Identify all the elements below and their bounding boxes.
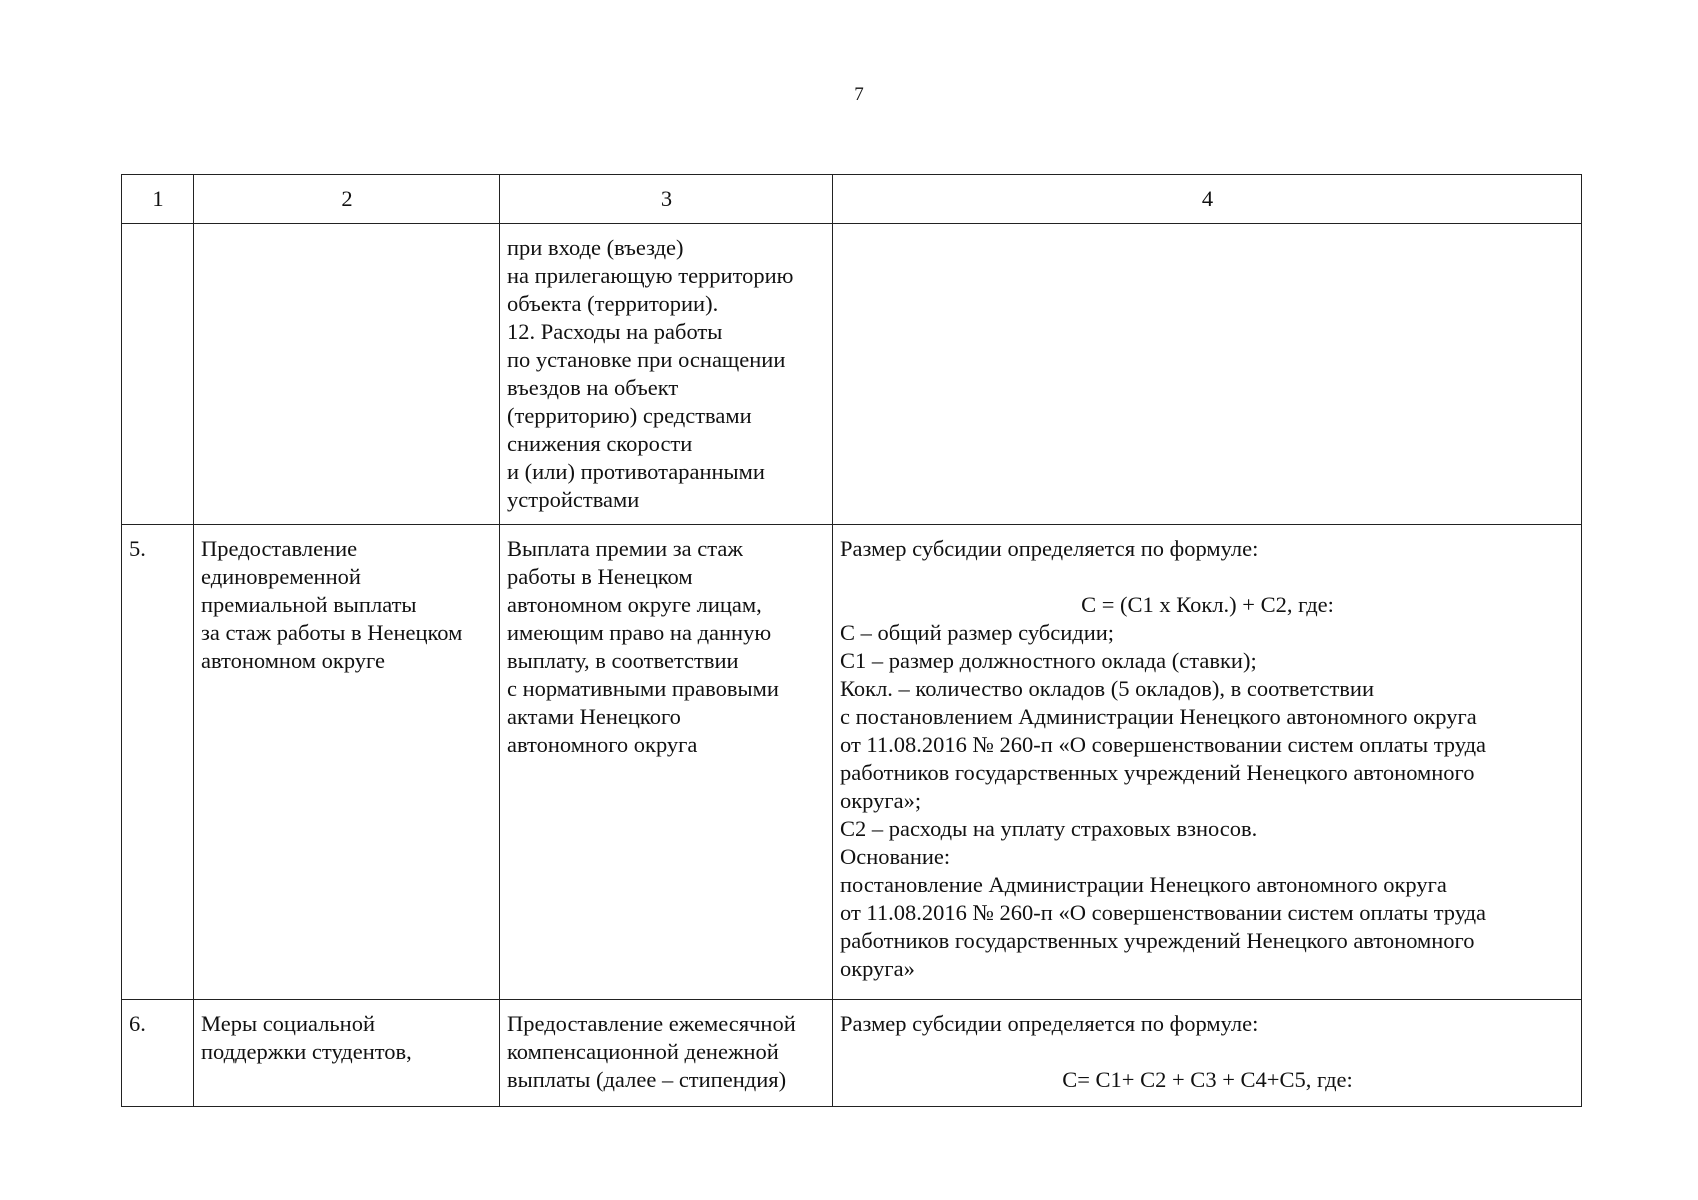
text-line: на прилегающую территорию	[507, 263, 794, 288]
cell-number	[122, 224, 194, 525]
text-line: въездов на объект	[507, 375, 679, 400]
header-col-1: 1	[122, 175, 194, 224]
table-row	[122, 224, 1582, 525]
text-line: за стаж работы в Ненецком	[201, 620, 463, 645]
text-line: Кокл. – количество окладов (5 окладов), в соответствии	[840, 676, 1375, 701]
text-line: и (или) противотаранными	[507, 459, 765, 484]
text-line: поддержки студентов,	[201, 1039, 412, 1064]
text-line: автономном округе	[201, 648, 385, 673]
text-line: премиальной выплаты	[201, 592, 417, 617]
text-line: С1 – размер должностного оклада (ставки);	[840, 648, 1257, 673]
formula-intro: Размер субсидии определяется по формуле:	[840, 1011, 1259, 1036]
text-line: работы в Ненецком	[507, 564, 693, 589]
cell-number: 5.	[122, 525, 194, 1000]
formula: С = (С1 х Кокл.) + С2, где:	[1081, 592, 1334, 617]
table-row	[122, 525, 1582, 1000]
text-line: выплату, в соответствии	[507, 648, 739, 673]
text-line: Предоставление	[201, 536, 358, 561]
text-line: Предоставление ежемесячной	[507, 1011, 796, 1036]
text-line: объекта (территории).	[507, 291, 719, 316]
cell-calculation	[833, 1000, 1582, 1107]
cell-measure	[194, 1000, 500, 1107]
text-line: работников государственных учреждений Ненецкого автономного	[840, 760, 1475, 785]
text-line: округа»;	[840, 788, 922, 813]
text-line: автономном округе лицам,	[507, 592, 762, 617]
text-line: единовременной	[201, 564, 361, 589]
text-line: по установке при оснащении	[507, 347, 786, 372]
text-line: округа»	[840, 956, 915, 981]
text-line: Основание:	[840, 844, 951, 869]
text-line: выплаты (далее – стипендия)	[507, 1067, 787, 1092]
text-line: работников государственных учреждений Ненецкого автономного	[840, 928, 1475, 953]
page-number: 7	[854, 84, 864, 105]
text-line: с постановлением Администрации Ненецкого автономного округа	[840, 704, 1477, 729]
header-row	[122, 175, 1582, 224]
cell-measure	[194, 525, 500, 1000]
formula: С= С1+ С2 + С3 + С4+С5, где:	[1062, 1067, 1353, 1092]
cell-expense-description	[500, 224, 833, 525]
cell-number: 6.	[122, 1000, 194, 1107]
text-line: устройствами	[507, 487, 640, 512]
cell-calculation	[833, 224, 1582, 525]
text-line: имеющим право на данную	[507, 620, 772, 645]
text-line: от 11.08.2016 № 260-п «О совершенствовании систем оплаты труда	[840, 732, 1487, 757]
header-col-4: 4	[833, 175, 1582, 224]
cell-measure	[194, 224, 500, 525]
text-line: при входе (въезде)	[507, 235, 684, 260]
text-line: с нормативными правовыми	[507, 676, 779, 701]
text-line: компенсационной денежной	[507, 1039, 779, 1064]
text-line: автономного округа	[507, 732, 698, 757]
text-line: Меры социальной	[201, 1011, 376, 1036]
text-line: актами Ненецкого	[507, 704, 681, 729]
cell-expense-description	[500, 525, 833, 1000]
text-line: С – общий размер субсидии;	[840, 620, 1115, 645]
text-line: от 11.08.2016 № 260-п «О совершенствовании систем оплаты труда	[840, 900, 1487, 925]
text-line: Выплата премии за стаж	[507, 536, 743, 561]
cell-calculation	[833, 525, 1582, 1000]
table-row	[122, 1000, 1582, 1107]
header-col-2: 2	[194, 175, 500, 224]
text-line: (территорию) средствами	[507, 403, 752, 428]
text-line: 12. Расходы на работы	[507, 319, 723, 344]
text-line: снижения скорости	[507, 431, 693, 456]
cell-expense-description	[500, 1000, 833, 1107]
header-col-3: 3	[500, 175, 833, 224]
subsidy-table	[121, 174, 1582, 1107]
text-line: постановление Администрации Ненецкого автономного округа	[840, 872, 1447, 897]
formula-intro: Размер субсидии определяется по формуле:	[840, 536, 1259, 561]
text-line: С2 – расходы на уплату страховых взносов.	[840, 816, 1258, 841]
